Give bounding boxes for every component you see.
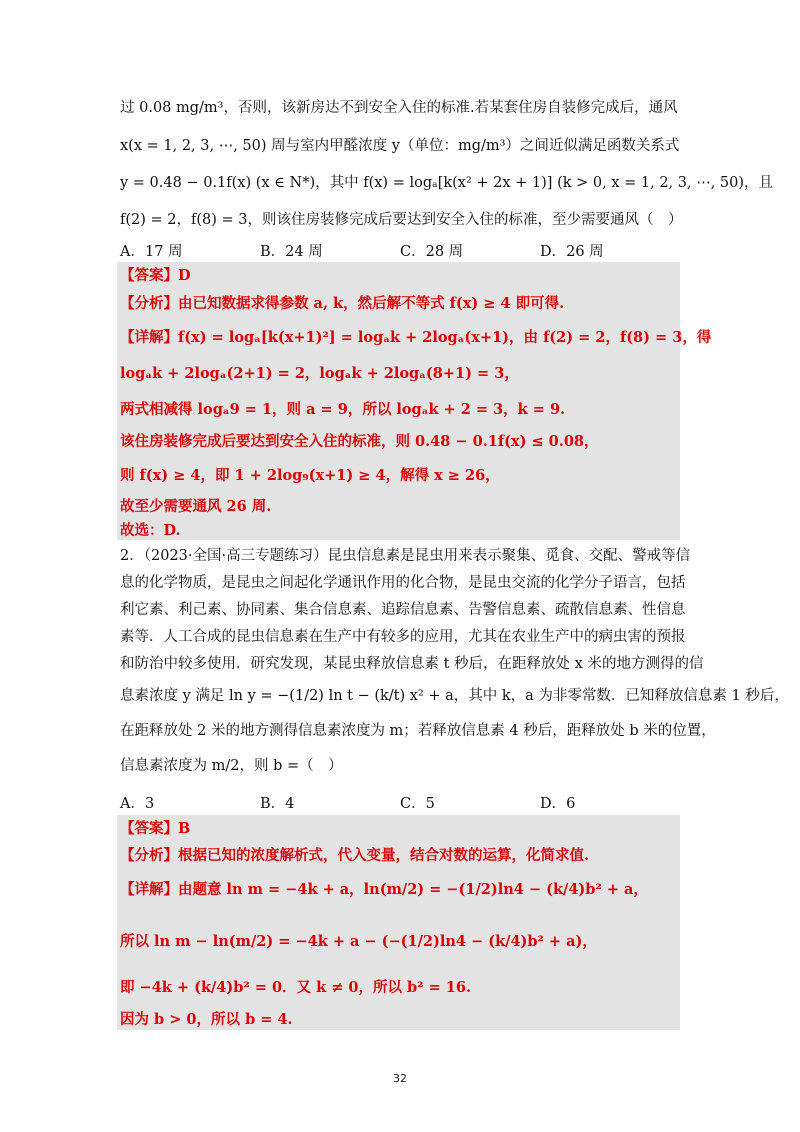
q1-option-b: B．24 周 — [260, 244, 323, 260]
q2-answer: 【答案】B — [120, 820, 191, 837]
q2-detail-4: 因为 b > 0，所以 b = 4. — [120, 1011, 293, 1028]
q2-line-8: 信息素浓度为 m/2，则 b =（ ） — [120, 758, 343, 774]
q1-detail-6: 故至少需要通风 26 周. — [120, 498, 272, 515]
q1-detail-1: 【详解】f(x) = logₐ[k(x+1)²] = logₐk + 2logₐ(x+1)，由 f(2) = 2，f(8) = 3，得 — [120, 329, 712, 346]
q1-option-d: D．26 周 — [540, 244, 604, 260]
q1-option-c: C．28 周 — [400, 244, 464, 260]
q1-line-3: y = 0.48 − 0.1f(x) (x ∈ N*)，其中 f(x) = logₐ[k(x² + 2x + 1)] (k > 0, x = 1, 2, 3, ⋯, 50)，且 — [120, 175, 774, 191]
q2-line-2: 息的化学物质，是昆虫之间起化学通讯作用的化合物，是昆虫交流的化学分子语言，包括 — [120, 575, 686, 591]
q1-option-a: A．17 周 — [120, 244, 183, 260]
q2-option-d: D．6 — [540, 796, 576, 812]
q1-detail-3: 两式相减得 logₐ9 = 1，则 a = 9，所以 logₐk + 2 = 3，k = 9. — [120, 401, 566, 418]
q1-detail-4: 该住房装修完成后要达到安全入住的标准，则 0.48 − 0.1f(x) ≤ 0.08， — [120, 433, 599, 450]
q1-detail-2: logₐk + 2logₐ(2+1) = 2，logₐk + 2logₐ(8+1) = 3， — [120, 365, 519, 382]
q1-line-4: f(2) = 2，f(8) = 3，则该住房装修完成后要达到安全入住的标准，至少需要通风（ ） — [120, 212, 683, 228]
q2-line-5: 和防治中较多使用．研究发现，某昆虫释放信息素 t 秒后，在距释放处 x 米的地方测得的信 — [120, 656, 704, 672]
q1-detail-5: 则 f(x) ≥ 4，即 1 + 2log₉(x+1) ≥ 4，解得 x ≥ 26， — [120, 467, 500, 484]
q2-option-b: B．4 — [260, 796, 295, 812]
page-number: 32 — [393, 1072, 407, 1085]
q2-detail-2: 所以 ln m − ln(m/2) = −4k + a − (−(1/2)ln4 − (k/4)b² + a)， — [120, 933, 597, 950]
q2-line-7: 在距释放处 2 米的地方测得信息素浓度为 m；若释放信息素 4 秒后，距释放处 b 米的位置， — [120, 723, 716, 739]
q2-detail-3: 即 −4k + (k/4)b² = 0．又 k ≠ 0，所以 b² = 16. — [120, 979, 471, 996]
q2-line-6: 息素浓度 y 满足 ln y = −(1/2) ln t − (k/t) x² + a，其中 k，a 为非零常数．已知释放信息素 1 秒后， — [120, 688, 789, 704]
q1-answer: 【答案】D — [120, 267, 191, 284]
q2-line-3: 利它素、利己素、协同素、集合信息素、追踪信息素、告警信息素、疏散信息素、性信息 — [120, 602, 686, 618]
q2-detail-1: 【详解】由题意 ln m = −4k + a，ln(m/2) = −(1/2)ln4 − (k/4)b² + a， — [120, 881, 648, 898]
q1-choice: 故选：D. — [120, 522, 181, 539]
q1-line-1: 过 0.08 mg/m³，否则，该新房达不到安全入住的标准.若某套住房自装修完成后，通风 — [120, 100, 678, 116]
q1-line-2: x(x = 1, 2, 3, ⋯, 50) 周与室内甲醛浓度 y（单位：mg/m³）之间近似满足函数关系式 — [120, 138, 680, 154]
q1-analysis: 【分析】由已知数据求得参数 a, k，然后解不等式 f(x) ≥ 4 即可得. — [120, 295, 565, 312]
q2-line-1: 2．（2023·全国·高三专题练习）昆虫信息素是昆虫用来表示聚集、觅食、交配、警戒等信 — [120, 548, 691, 564]
q2-line-4: 素等．人工合成的昆虫信息素在生产中有较多的应用，尤其在农业生产中的病虫害的预报 — [120, 629, 686, 645]
q2-option-a: A．3 — [120, 796, 155, 812]
q2-option-c: C．5 — [400, 796, 435, 812]
q2-analysis: 【分析】根据已知的浓度解析式，代入变量，结合对数的运算，化简求值. — [120, 847, 590, 864]
